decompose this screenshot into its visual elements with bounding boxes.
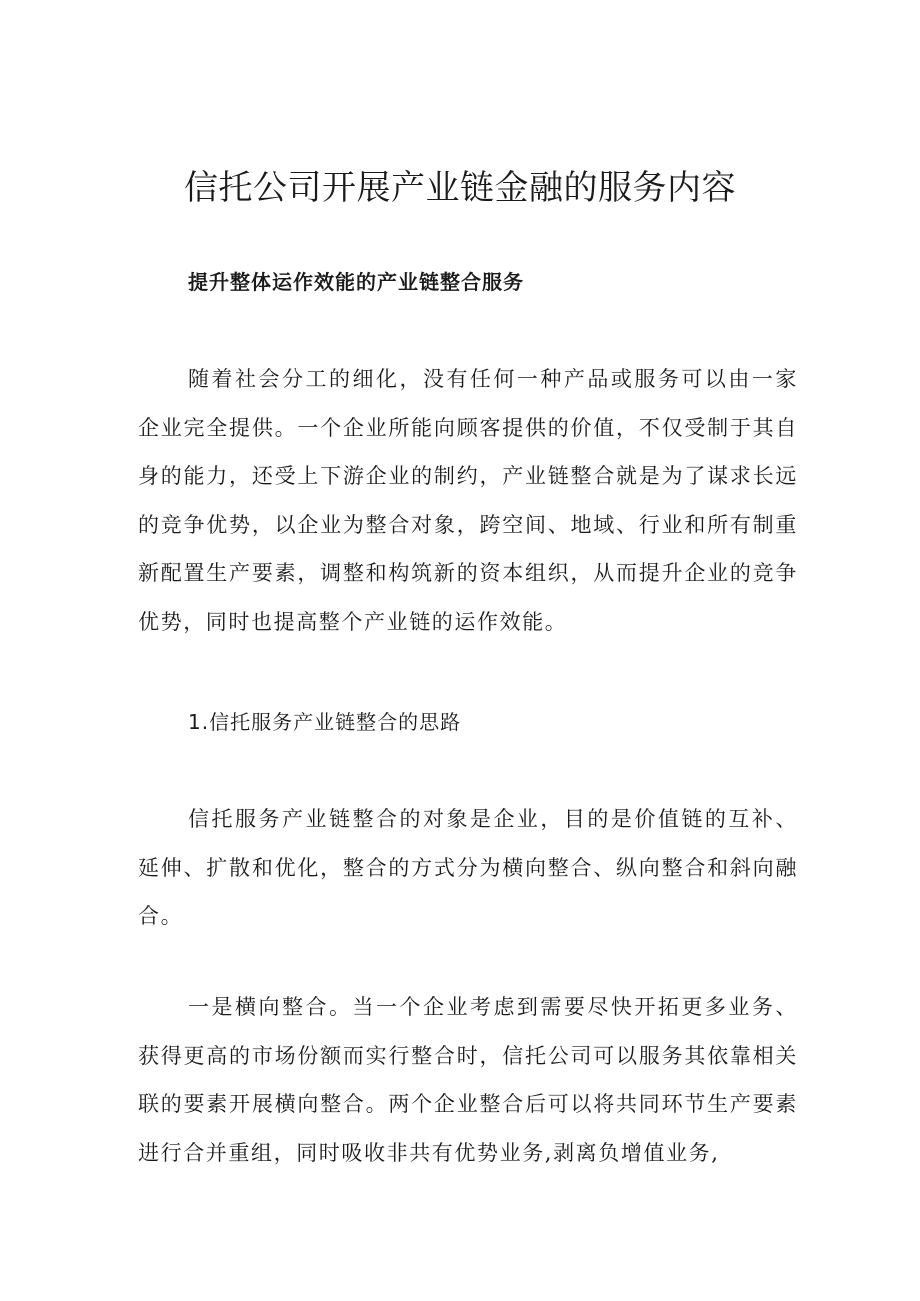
body-paragraph: 信托服务产业链整合的对象是企业，目的是价值链的互补、延伸、扩散和优化，整合的方式分为横向整合、纵向整合和斜向融合。 (138, 807, 798, 928)
section-heading: 提升整体运作效能的产业链整合服务 (188, 270, 524, 294)
body-paragraph: 一是横向整合。当一个企业考虑到需要尽快开拓更多业务、获得更高的市场份额而实行整合时，信托公司可以服务其依靠相关联的要素开展横向整合。两个企业整合后可以将共同环节生产要素进行合并重组，同时吸收非共有优势业务,剥离负增值业务, (138, 995, 798, 1165)
subsection-heading: 1.信托服务产业链整合的思路 (188, 710, 462, 734)
document-title: 信托公司开展产业链金融的服务内容 (184, 168, 736, 208)
body-paragraph: 随着社会分工的细化，没有任何一种产品或服务可以由一家企业完全提供。一个企业所能向顾客提供的价值，不仅受制于其自身的能力，还受上下游企业的制约，产业链整合就是为了谋求长远的竞争优势，以企业为整合对象，跨空间、地域、行业和所有制重新配置生产要素，调整和构筑新的资本组织，从而提升企业的竞争优势，同时也提高整个产业链的运作效能。 (138, 367, 798, 634)
